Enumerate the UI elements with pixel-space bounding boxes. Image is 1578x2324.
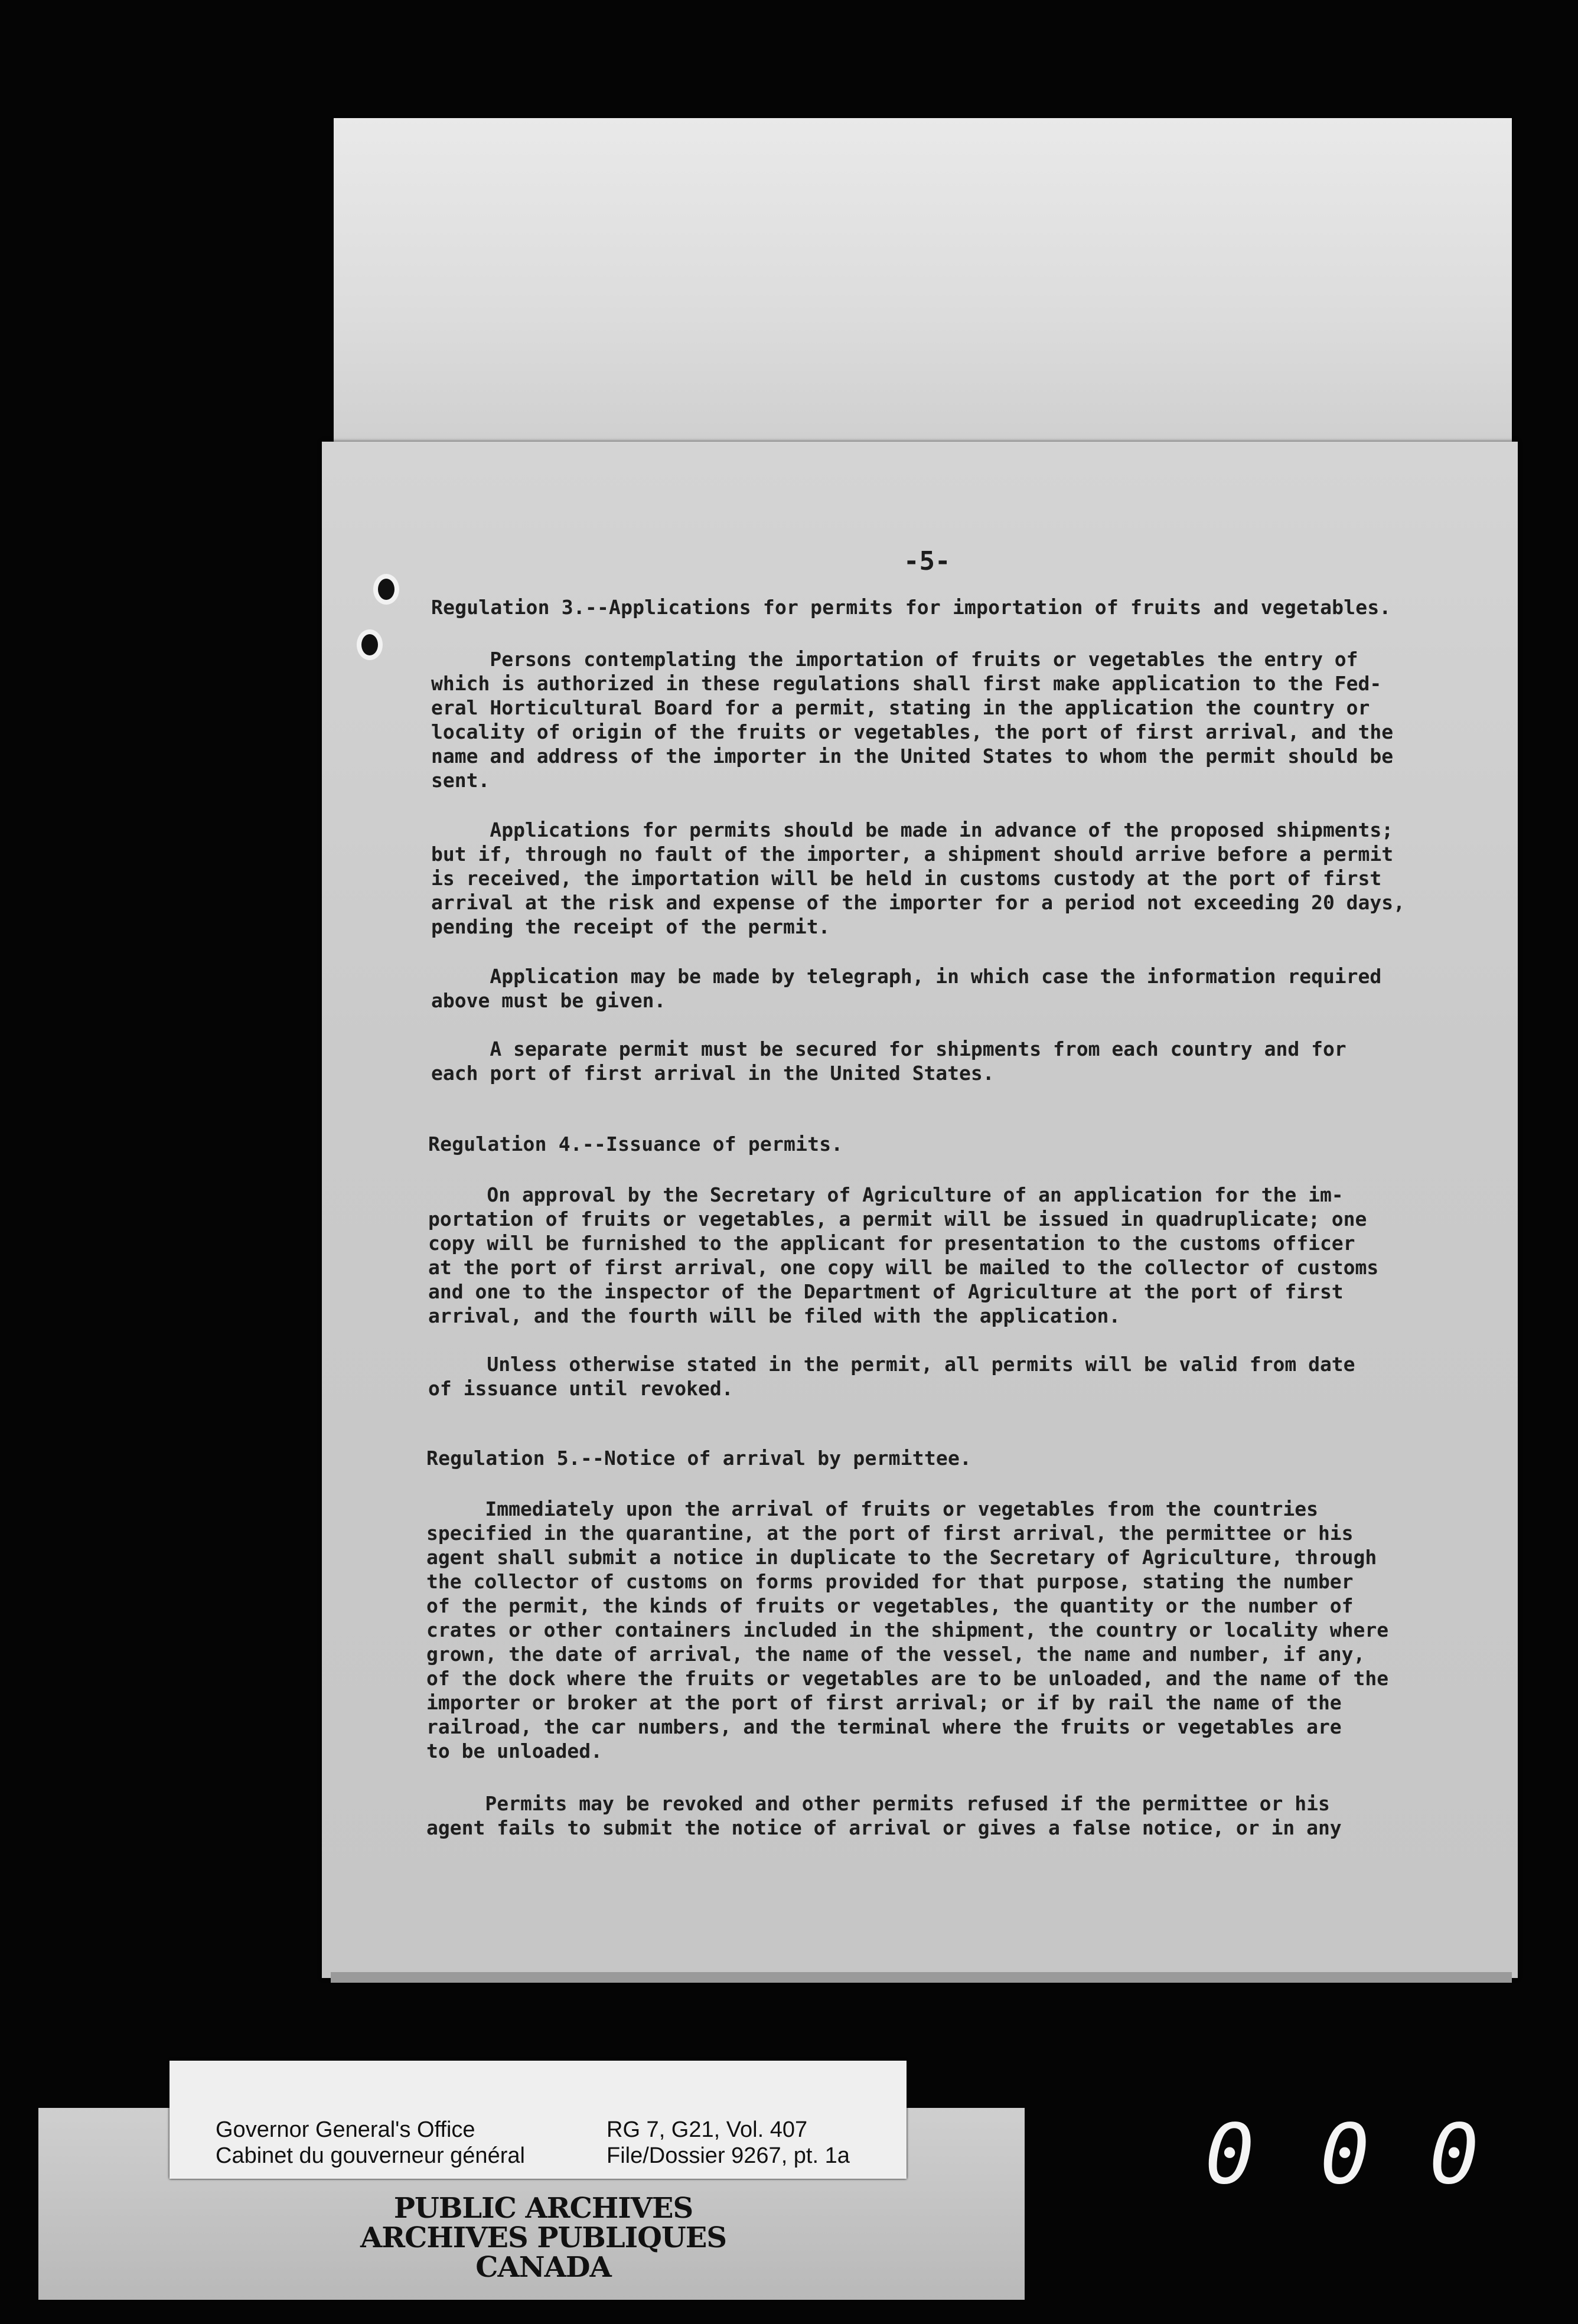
frame-digit: 0	[1205, 2107, 1255, 2203]
page-number: -5-	[904, 546, 951, 576]
sheet-edge	[331, 1972, 1512, 1983]
office-name-english: Governor General's Office	[216, 2117, 475, 2142]
stamp-line: PUBLIC ARCHIVES	[393, 2192, 693, 2225]
punch-hole-icon	[373, 574, 399, 605]
stamp-line: ARCHIVES PUBLIQUES	[360, 2221, 726, 2254]
regulation-4-heading: Regulation 4.--Issuance of permits.	[428, 1132, 843, 1156]
regulation-5-paragraph: Permits may be revoked and other permits refused if the permittee or his agent fails to submit the notice of arrival or gives a false notice, or in any	[426, 1792, 1342, 1839]
regulation-5-heading: Regulation 5.--Notice of arrival by permittee.	[426, 1447, 972, 1470]
regulation-3-paragraph: Applications for permits should be made in advance of the proposed shipments; but if, through no fault of the importer, a shipment should arrive before a permit is received, the importation will be held in customs custody at the port of first arrival at the risk and expense of the importer for a period not exceeding 20 days, pending the receipt of the permit.	[431, 818, 1406, 938]
regulation-3-paragraph: Persons contemplating the importation of fruits or vegetables the entry of which is authorized in these regulations shall first make application to the Fed- eral Horticultural Board for a permit, stating in the application the country or locality of origin of the fruits or vegetables, the port of first arrival, and the name and address of the importer in the United States to whom the permit should be sent.	[431, 648, 1394, 792]
regulation-4-paragraph: On approval by the Secretary of Agriculture of an application for the im- portation of fruits or vegetables, a permit will be issued in quadruplicate; one copy will be furnished to the applicant for presentation to the customs officer at the port of first arrival, one copy will be mailed to the collector of customs and one to the inspector of the Department of Agriculture at the port of first arrival, and the fourth will be filed with the application.	[428, 1183, 1379, 1327]
archive-reference-card	[169, 2061, 907, 2179]
regulation-4-paragraph: Unless otherwise stated in the permit, all permits will be valid from date of issuance until revoked.	[428, 1353, 1355, 1400]
file-dossier-reference: File/Dossier 9267, pt. 1a	[607, 2143, 850, 2168]
underlying-sheet	[334, 118, 1512, 449]
public-archives-stamp	[360, 2194, 726, 2282]
regulation-3-paragraph: Application may be made by telegraph, in which case the information required above must be given.	[431, 965, 1382, 1012]
regulation-3-heading: Regulation 3.--Applications for permits for importation of fruits and vegetables.	[431, 596, 1391, 619]
frame-digit: 0	[1429, 2107, 1479, 2203]
punch-hole-icon	[357, 629, 383, 660]
stamp-line: CANADA	[475, 2251, 611, 2284]
regulation-3-paragraph: A separate permit must be secured for shipments from each country and for each port of first arrival in the United States.	[431, 1037, 1346, 1085]
record-group-reference: RG 7, G21, Vol. 407	[607, 2117, 808, 2142]
office-name-french: Cabinet du gouverneur général	[216, 2143, 525, 2168]
regulation-5-paragraph: Immediately upon the arrival of fruits or vegetables from the countries specified in the quarantine, at the port of first arrival, the permittee or his agent shall submit a notice in duplicate to the Secretary of Agriculture, through the collector of customs on forms provided for that purpose, stating the number of the permit, the kinds of fruits or vegetables, the quantity or the number of crates or other containers included in the shipment, the country or locality where grown, the date of arrival, the name of the vessel, the name and number, if any, of the dock where the fruits or vegetables are to be unloaded, and the name of the importer or broker at the port of first arrival; or if by rail the name of the railroad, the car numbers, and the terminal where the fruits or vegetables are to be unloaded.	[426, 1497, 1389, 1762]
frame-digit: 0	[1320, 2107, 1370, 2203]
